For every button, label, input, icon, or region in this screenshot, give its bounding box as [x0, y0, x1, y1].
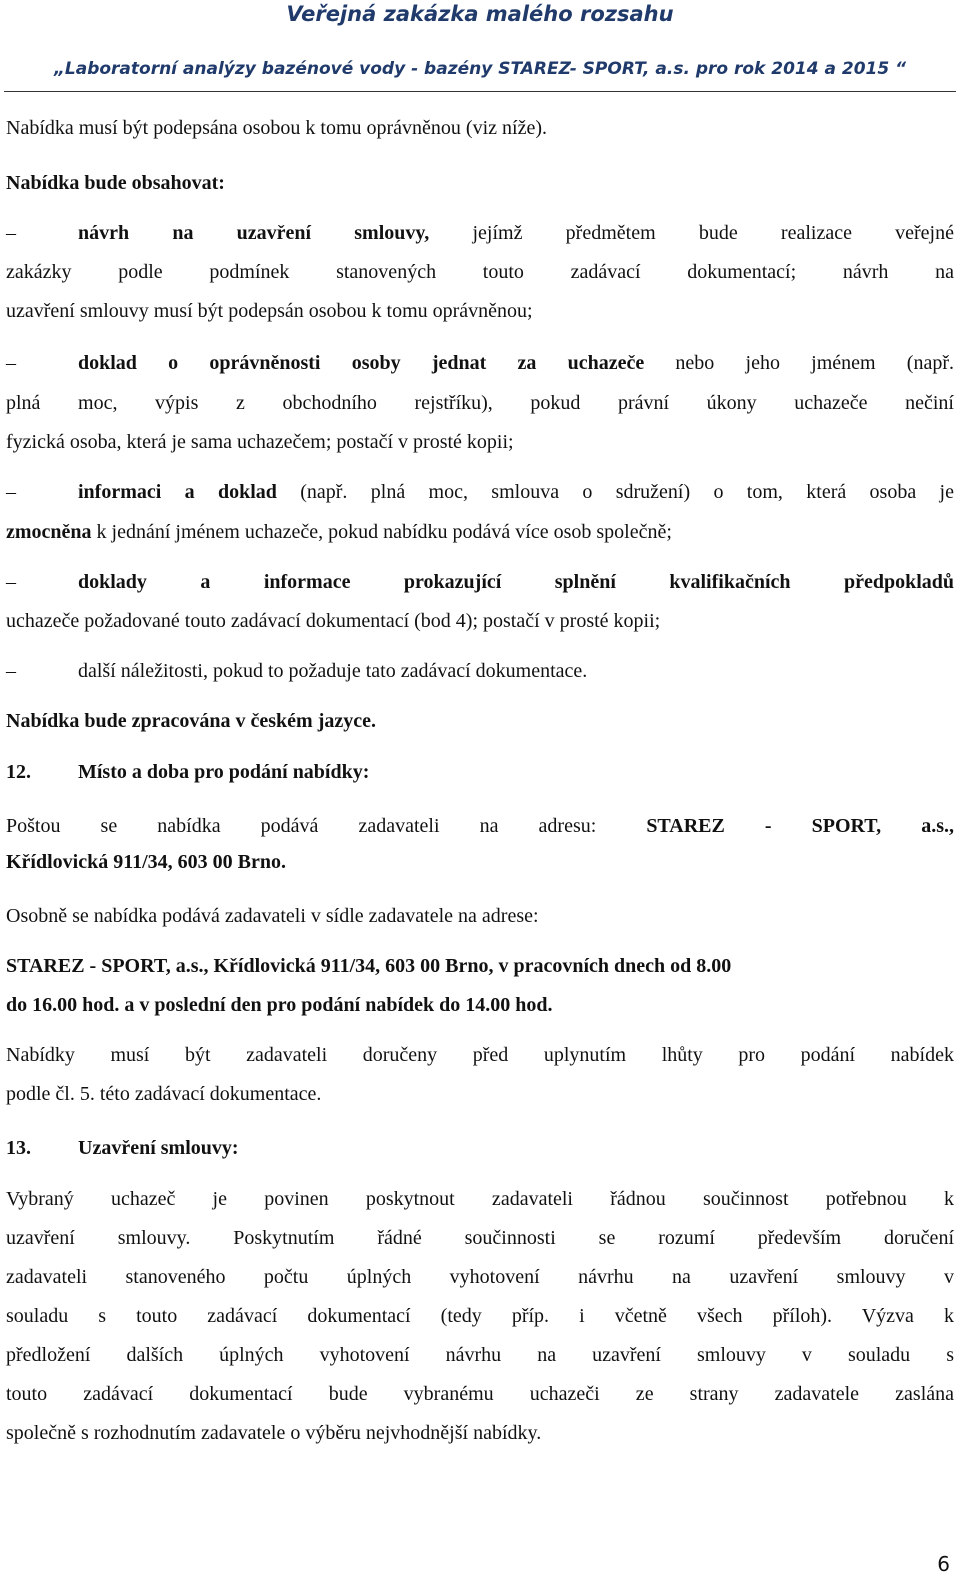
list-item-contract-line2: zakázky podle podmínek stanovených touto zadávací dokumentací; návrh na [6, 261, 954, 283]
dash-bullet: – [6, 660, 16, 682]
section-13-heading [6, 1134, 954, 1162]
list-item-other [6, 657, 954, 685]
heading-offer-contents: Nabídka bude obsahovat: [6, 172, 225, 194]
list-item-authorization-line3: fyzická osoba, která je sama uchazečem; postačí v prosté kopii; [6, 431, 514, 453]
section-13-line: předložení dalších úplných vyhotovení návrhu na uzavření smlouvy v souladu s [6, 1344, 954, 1366]
header-title: Veřejná zakázka malého rozsahu [286, 2, 674, 26]
section-13-line: společně s rozhodnutím zadavatele o výběru nejvhodnější nabídky. [6, 1422, 542, 1444]
section-12-deliver-line1: Nabídky musí být zadavateli doručeny před uplynutím lhůty pro podání nabídek [6, 1044, 954, 1066]
item3-rest: (např. plná moc, smlouva o sdružení) o tom, která osoba je [276, 481, 954, 503]
item1-bold: návrh na uzavření smlouvy, [78, 222, 430, 244]
section-13-line: uzavření smlouvy. Poskytnutím řádné součinnosti se rozumí především doručení [6, 1227, 954, 1249]
item4-bold: doklady a informace prokazující splnění kvalifikačních předpokladů [78, 571, 954, 593]
post-recipient: STAREZ - SPORT, a.s., [646, 815, 955, 837]
section-13-number: 13. [6, 1137, 31, 1159]
list-item-authorization-line2: plná moc, výpis z obchodního rejstříku), pokud právní úkony uchazeče nečiní [6, 392, 954, 414]
item1-rest: jejímž předmětem bude realizace veřejné [429, 222, 954, 244]
section-12-title: Místo a doba pro podání nabídky: [78, 761, 370, 783]
section-13-line: souladu s touto zadávací dokumentací (tedy příp. i včetně všech příloh). Výzva k [6, 1305, 954, 1327]
paragraph-language: Nabídka bude zpracována v českém jazyce. [6, 710, 376, 732]
list-item-contract-line3: uzavření smlouvy musí být podepsán osobou k tomu oprávněnou; [6, 300, 533, 322]
item2-rest: nebo jeho jménem (např. [644, 352, 954, 374]
section-12-heading [6, 758, 954, 786]
list-item-authorization-line1 [6, 349, 954, 377]
paragraph-signature: Nabídka musí být podepsána osobou k tomu oprávněnou (viz níže). [6, 117, 547, 139]
item5-text: další náležitosti, pokud to požaduje tato zadávací dokumentace. [78, 660, 588, 682]
section-13-title: Uzavření smlouvy: [78, 1137, 239, 1159]
section-12-address: Křídlovická 911/34, 603 00 Brno. [6, 851, 287, 873]
page-number: 6 [937, 1552, 950, 1576]
section-12-post-line [6, 812, 954, 840]
section-12-hours-line2: do 16.00 hod. a v poslední den pro podání nabídek do 14.00 hod. [6, 994, 553, 1016]
post-text: Poštou se nabídka podává zadavateli na adresu: [6, 815, 597, 837]
section-13-line: zadavateli stanoveného počtu úplných vyhotovení návrhu na uzavření smlouvy v [6, 1266, 954, 1288]
section-12-number: 12. [6, 761, 31, 783]
header-rule [4, 91, 956, 92]
list-item-qualification-line2: uchazeče požadované touto zadávací dokumentací (bod 4); postačí v prosté kopii; [6, 610, 661, 632]
list-item-contract-line1 [6, 219, 954, 247]
dash-bullet: – [6, 571, 16, 593]
item3-rest2: k jednání jménem uchazeče, pokud nabídku podává více osob společně; [91, 521, 672, 543]
section-13-line: touto zadávací dokumentací bude vybranému uchazeči ze strany zadavatele zaslána [6, 1383, 954, 1405]
section-12-hours-line1: STAREZ - SPORT, a.s., Křídlovická 911/34, 603 00 Brno, v pracovních dnech od 8.00 [6, 955, 732, 977]
section-12-deliver-line2: podle čl. 5. této zadávací dokumentace. [6, 1083, 322, 1105]
dash-bullet: – [6, 352, 16, 374]
item3-bold2: zmocněna [6, 521, 92, 543]
list-item-consortium-line2 [6, 518, 954, 546]
header-subtitle: „Laboratorní analýzy bazénové vody - bazény STAREZ- SPORT, a.s. pro rok 2014 a 2015 “ [53, 59, 907, 79]
item3-bold: informaci a doklad [78, 481, 277, 503]
list-item-consortium-line1 [6, 478, 954, 506]
section-13-line: Vybraný uchazeč je povinen poskytnout zadavateli řádnou součinnost potřebnou k [6, 1188, 954, 1210]
dash-bullet: – [6, 481, 16, 503]
dash-bullet: – [6, 222, 16, 244]
item2-bold: doklad o oprávněnosti osoby jednat za uchazeče [78, 352, 645, 374]
list-item-qualification-line1 [6, 568, 954, 596]
section-12-personal: Osobně se nabídka podává zadavateli v sídle zadavatele na adrese: [6, 905, 539, 927]
